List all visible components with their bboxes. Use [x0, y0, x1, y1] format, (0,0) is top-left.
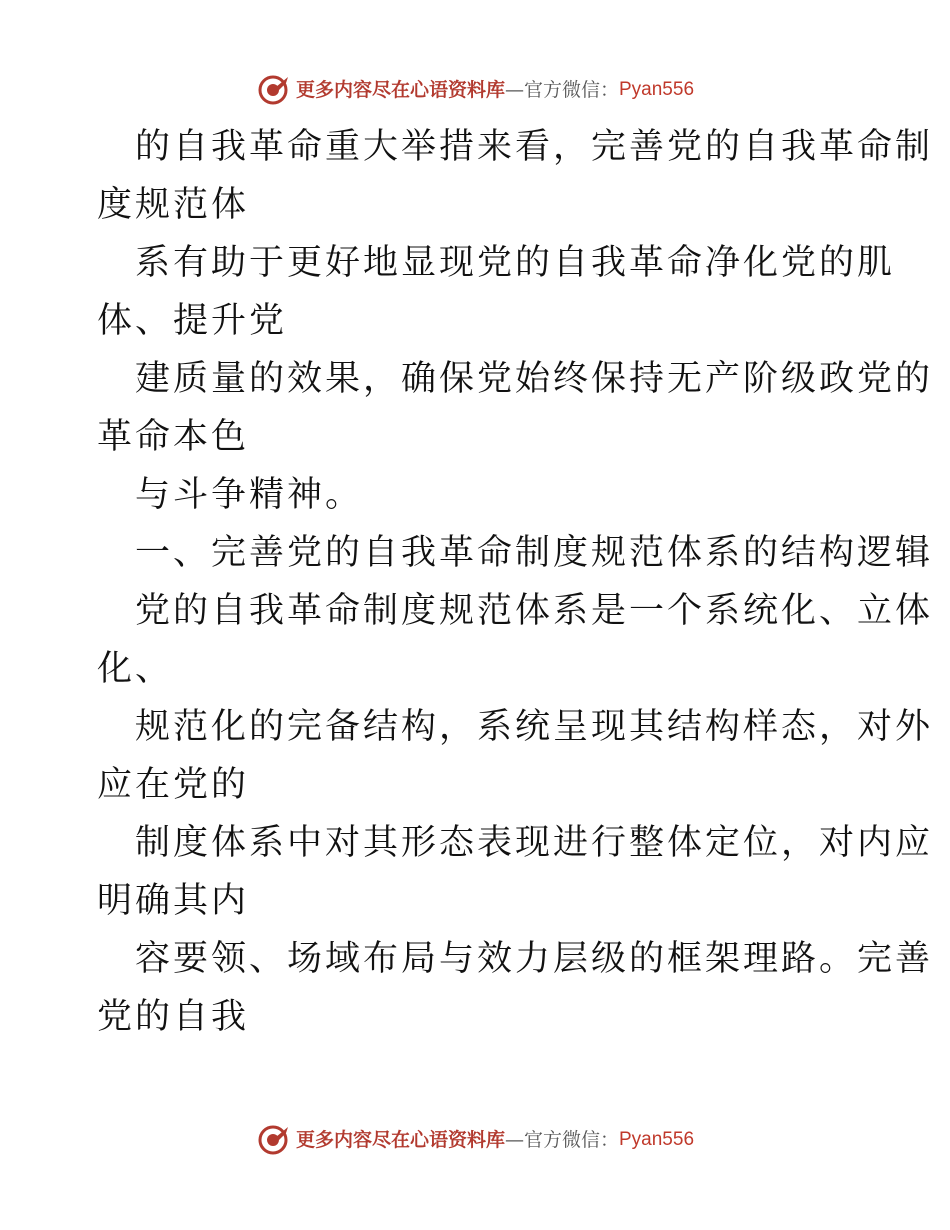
- text-line: 制度体系中对其形态表现进行整体定位，对内应: [135, 823, 934, 863]
- text-line: 建质量的效果，确保党始终保持无产阶级政党的: [135, 359, 934, 399]
- text-line: 一、完善党的自我革命制度规范体系的结构逻辑: [135, 533, 934, 573]
- text-line: 与斗争精神。: [135, 475, 364, 515]
- text-line: 明确其内: [97, 881, 250, 921]
- footer-banner: [0, 1120, 950, 1160]
- banner-main-text: 更多内容尽在心语资料库: [295, 1129, 505, 1151]
- banner-text: [296, 1128, 694, 1152]
- banner-sub-text: —官方微信：: [504, 1129, 619, 1151]
- text-line: 度规范体: [97, 185, 250, 225]
- pen-logo-icon: [256, 1123, 290, 1157]
- pen-logo-icon: [256, 73, 290, 107]
- banner-text: [296, 78, 694, 102]
- banner-wechat-id: Pyan556: [619, 1129, 695, 1150]
- banner-sub-text: —官方微信：: [504, 79, 619, 101]
- banner-main-text: 更多内容尽在心语资料库: [295, 79, 505, 101]
- text-line: 规范化的完备结构，系统呈现其结构样态，对外: [135, 707, 934, 747]
- text-line: 党的自我革命制度规范体系是一个系统化、立体: [135, 591, 934, 631]
- text-line: 体、提升党: [97, 301, 288, 341]
- document-body: [97, 118, 934, 1046]
- text-line: 革命本色: [97, 417, 250, 457]
- text-line: 化、: [97, 649, 174, 689]
- banner-wechat-id: Pyan556: [619, 79, 695, 100]
- text-line: 系有助于更好地显现党的自我革命净化党的肌: [135, 243, 896, 283]
- text-line: 党的自我: [97, 997, 250, 1037]
- text-line: 容要领、场域布局与效力层级的框架理路。完善: [135, 939, 934, 979]
- header-banner: [0, 70, 950, 110]
- text-line: 的自我革命重大举措来看，完善党的自我革命制: [135, 127, 934, 167]
- text-line: 应在党的: [97, 765, 250, 805]
